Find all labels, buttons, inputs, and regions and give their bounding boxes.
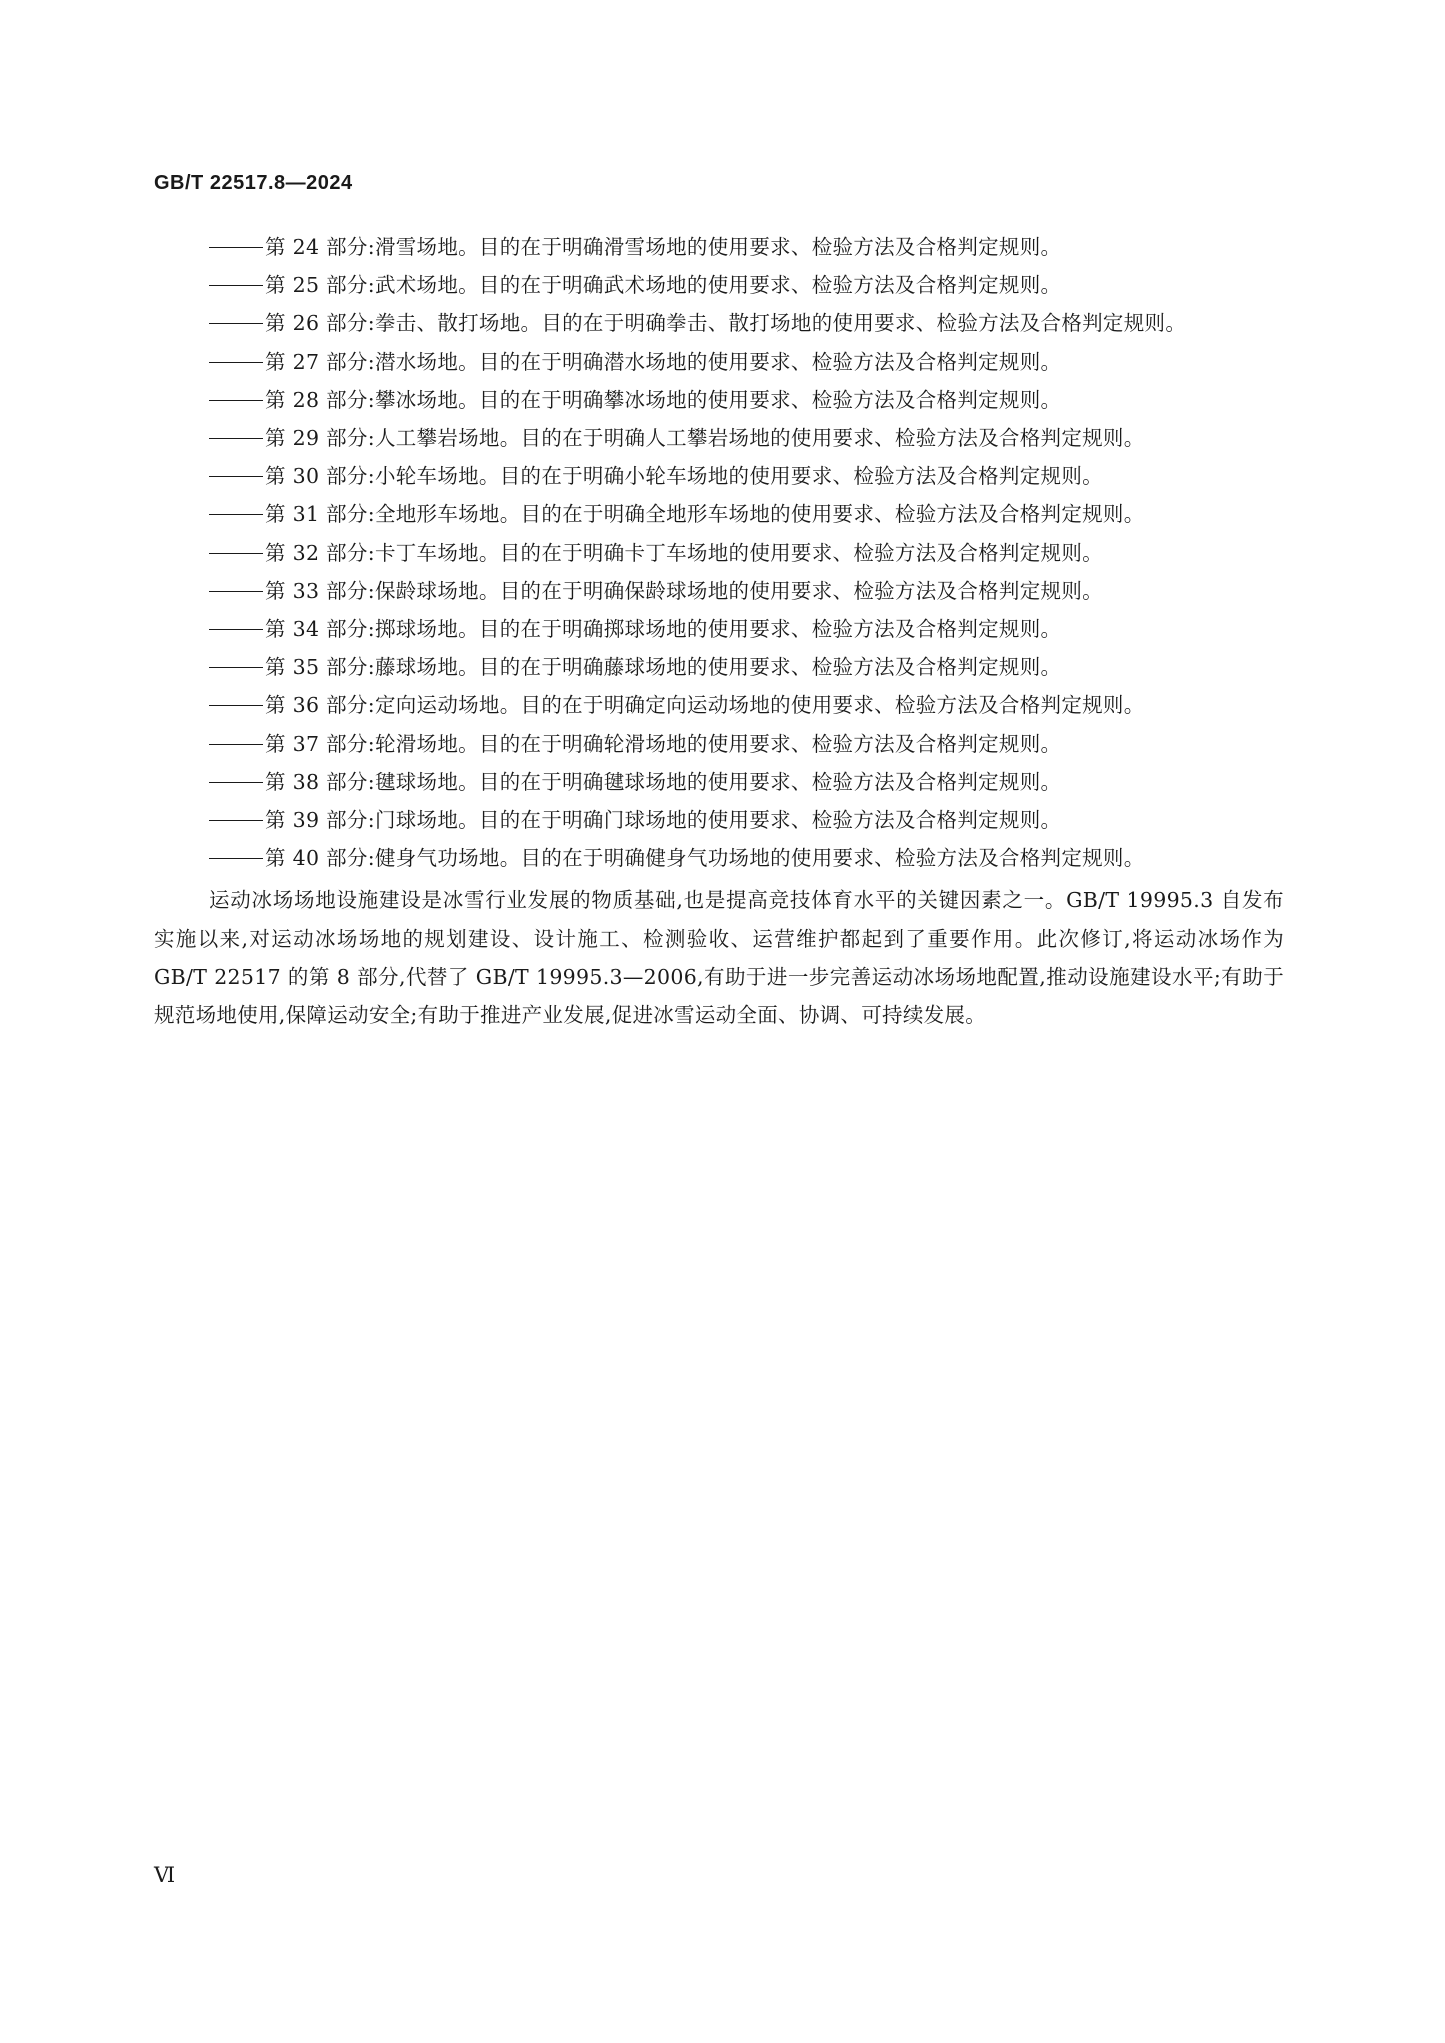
intro-paragraph: 运动冰场场地设施建设是冰雪行业发展的物质基础,也是提高竞技体育水平的关键因素之一。GB/T 19995.3 自发布实施以来,对运动冰场场地的规划建设、设计施工、检测验收、运营维护都起到了重要作用。此次修订,将运动冰场作为 GB/T 22517 的第 8 部分,代替了 GB/T 19995.3—2006,有助于进一步完善运动冰场场地配置,推动设施建设水平;有助于规范场地使用,保障运动安全;有助于推进产业发展,促进冰雪运动全面、协调、可持续发展。 — [154, 888, 1284, 1028]
em-dash — [209, 801, 265, 839]
part-text: 全地形车场地。目的在于明确全地形车场地的使用要求、检验方法及合格判定规则。 — [374, 502, 1145, 527]
part-text: 轮滑场地。目的在于明确轮滑场地的使用要求、检验方法及合格判定规则。 — [374, 731, 1062, 756]
part-label: 第 29 部分: — [265, 426, 375, 451]
em-dash — [209, 763, 265, 801]
em-dash — [209, 534, 265, 572]
part-text: 卡丁车场地。目的在于明确卡丁车场地的使用要求、检验方法及合格判定规则。 — [374, 540, 1103, 565]
part-label: 第 35 部分: — [265, 655, 375, 680]
list-item — [209, 457, 1284, 495]
part-label: 第 25 部分: — [265, 273, 375, 298]
em-dash — [209, 381, 265, 419]
part-text: 人工攀岩场地。目的在于明确人工攀岩场地的使用要求、检验方法及合格判定规则。 — [374, 426, 1145, 451]
standard-number: GB/T 22517.8—2024 — [154, 172, 353, 194]
part-label: 第 37 部分: — [265, 731, 375, 756]
part-text: 拳击、散打场地。目的在于明确拳击、散打场地的使用要求、检验方法及合格判定规则。 — [374, 311, 1187, 336]
em-dash — [209, 725, 265, 763]
em-dash — [209, 419, 265, 457]
list-item — [209, 763, 1284, 801]
list-item — [209, 725, 1284, 763]
part-label: 第 27 部分: — [265, 349, 375, 374]
list-item — [209, 228, 1284, 266]
em-dash — [209, 304, 265, 342]
part-text: 潜水场地。目的在于明确潜水场地的使用要求、检验方法及合格判定规则。 — [374, 349, 1062, 374]
part-label: 第 40 部分: — [265, 846, 375, 871]
em-dash — [209, 495, 265, 533]
em-dash — [209, 457, 265, 495]
part-label: 第 36 部分: — [265, 693, 375, 718]
em-dash — [209, 343, 265, 381]
list-item — [209, 610, 1284, 648]
list-item — [209, 304, 1284, 342]
list-item — [209, 839, 1284, 877]
part-text: 保龄球场地。目的在于明确保龄球场地的使用要求、检验方法及合格判定规则。 — [374, 578, 1103, 603]
em-dash — [209, 266, 265, 304]
part-label: 第 26 部分: — [265, 311, 375, 336]
list-item — [209, 419, 1284, 457]
list-item — [209, 686, 1284, 724]
part-text: 毽球场地。目的在于明确毽球场地的使用要求、检验方法及合格判定规则。 — [374, 769, 1062, 794]
part-text: 掷球场地。目的在于明确掷球场地的使用要求、检验方法及合格判定规则。 — [374, 617, 1062, 642]
part-label: 第 34 部分: — [265, 617, 375, 642]
page-number: Ⅵ — [154, 1863, 176, 1887]
part-label: 第 30 部分: — [265, 464, 375, 489]
em-dash — [209, 228, 265, 266]
part-label: 第 32 部分: — [265, 540, 375, 565]
parts-list — [154, 228, 1284, 877]
list-item — [209, 801, 1284, 839]
em-dash — [209, 572, 265, 610]
list-item — [209, 381, 1284, 419]
list-item — [209, 534, 1284, 572]
part-label: 第 38 部分: — [265, 769, 375, 794]
em-dash — [209, 648, 265, 686]
part-text: 小轮车场地。目的在于明确小轮车场地的使用要求、检验方法及合格判定规则。 — [374, 464, 1103, 489]
part-label: 第 28 部分: — [265, 387, 375, 412]
part-label: 第 39 部分: — [265, 808, 375, 833]
part-label: 第 33 部分: — [265, 578, 375, 603]
em-dash — [209, 686, 265, 724]
part-label: 第 31 部分: — [265, 502, 375, 527]
part-text: 滑雪场地。目的在于明确滑雪场地的使用要求、检验方法及合格判定规则。 — [374, 235, 1062, 259]
part-text: 攀冰场地。目的在于明确攀冰场地的使用要求、检验方法及合格判定规则。 — [374, 387, 1062, 412]
part-text: 武术场地。目的在于明确武术场地的使用要求、检验方法及合格判定规则。 — [374, 273, 1062, 298]
part-text: 藤球场地。目的在于明确藤球场地的使用要求、检验方法及合格判定规则。 — [374, 655, 1062, 680]
list-item — [209, 495, 1284, 533]
part-text: 健身气功场地。目的在于明确健身气功场地的使用要求、检验方法及合格判定规则。 — [374, 846, 1145, 871]
part-label: 第 24 部分: — [265, 235, 375, 259]
em-dash — [209, 839, 265, 877]
part-text: 门球场地。目的在于明确门球场地的使用要求、检验方法及合格判定规则。 — [374, 808, 1062, 833]
part-text: 定向运动场地。目的在于明确定向运动场地的使用要求、检验方法及合格判定规则。 — [374, 693, 1145, 718]
list-item — [209, 572, 1284, 610]
list-item — [209, 343, 1284, 381]
list-item — [209, 266, 1284, 304]
document-body — [154, 228, 1284, 1055]
list-item — [209, 648, 1284, 686]
em-dash — [209, 610, 265, 648]
